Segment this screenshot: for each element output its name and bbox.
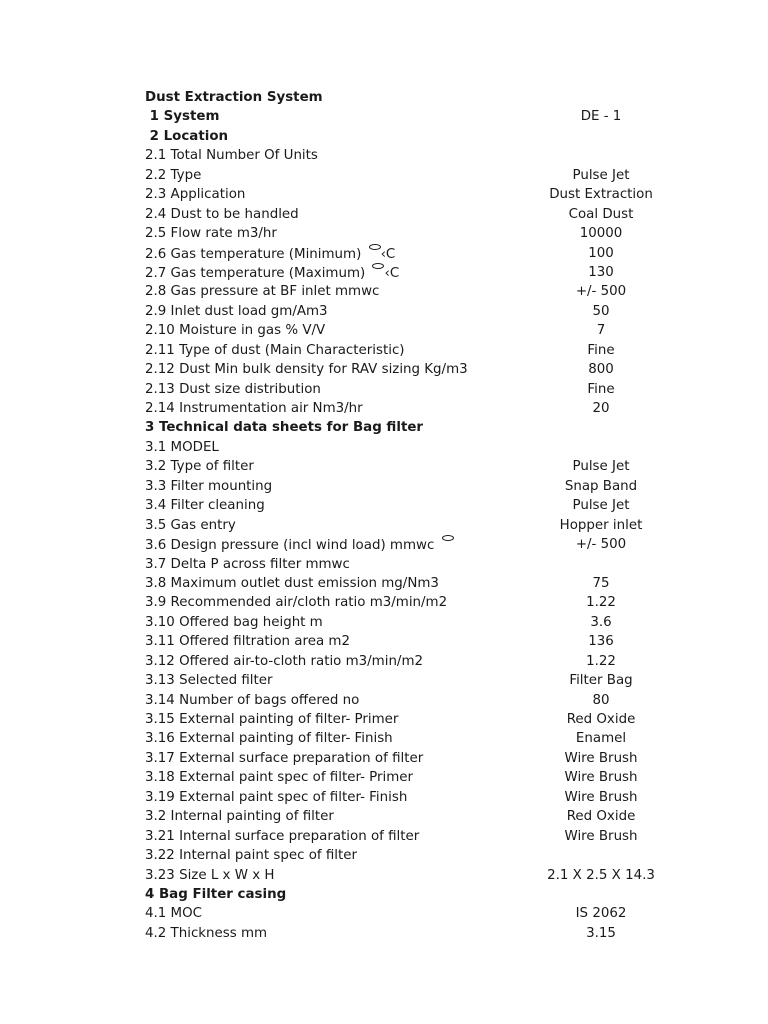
- label-text: 3.14 Number of bags offered no: [145, 692, 360, 708]
- table-row: [145, 399, 705, 418]
- row-value: Snap Band: [564, 478, 638, 494]
- label-text: 3.2 Internal painting of filter: [145, 809, 334, 825]
- label-text: 3.9 Recommended air/cloth ratio m3/min/m2: [145, 595, 448, 611]
- table-row: [145, 205, 705, 224]
- row-label: [145, 205, 299, 224]
- label-text: 3.2 Type of filter: [145, 459, 254, 475]
- table-row: [145, 244, 705, 263]
- table-row: [145, 457, 705, 476]
- table-row: [145, 166, 705, 185]
- table-row: [145, 574, 705, 593]
- label-text: 1 System: [145, 109, 220, 125]
- table-row: [145, 555, 705, 574]
- section-heading: [145, 88, 323, 107]
- label-text: 3 Technical data sheets for Bag filter: [145, 420, 424, 436]
- label-text: 3.7 Delta P across filter mmwc: [145, 556, 350, 572]
- section-heading-row: [145, 418, 705, 437]
- row-label: [145, 399, 363, 418]
- row-value: Wire Brush: [564, 789, 638, 805]
- label-text: 3.16 External painting of filter- Finish: [145, 731, 393, 747]
- row-label: [145, 166, 201, 185]
- label-text: 3.10 Offered bag height m: [145, 614, 323, 630]
- table-row: [145, 788, 705, 807]
- row-label: [145, 535, 454, 555]
- row-value: Red Oxide: [566, 712, 636, 727]
- row-label: [145, 632, 350, 651]
- row-value: Pulse Jet: [572, 459, 630, 475]
- table-row: [145, 768, 705, 787]
- table-row: [145, 263, 705, 282]
- row-label: [145, 866, 274, 885]
- label-text: 2 Location: [145, 128, 229, 144]
- row-value: Enamel: [575, 731, 627, 747]
- row-label: [145, 749, 423, 768]
- label-text: 2.8 Gas pressure at BF inlet mmwc: [145, 284, 380, 300]
- table-row: [145, 691, 705, 710]
- table-row: [145, 516, 705, 535]
- label-text: 3.17 External surface preparation of filter: [145, 750, 424, 766]
- row-value: 75: [592, 575, 610, 591]
- label-text: 3.23 Size L x W x H: [145, 867, 275, 883]
- table-row: [145, 729, 705, 748]
- row-label: [145, 360, 468, 379]
- label-text: 2.2 Type: [145, 167, 202, 183]
- row-label: [145, 691, 359, 710]
- row-value: Wire Brush: [564, 770, 638, 786]
- row-label: [145, 768, 413, 787]
- table-row: [145, 282, 705, 301]
- table-row: [145, 360, 705, 379]
- label-text: 2.6 Gas temperature (Minimum): [145, 246, 366, 262]
- row-value: DE - 1: [580, 109, 622, 125]
- row-label: [145, 438, 219, 457]
- row-value: +/- 500: [575, 537, 627, 553]
- row-value: 3.15: [586, 925, 616, 941]
- label-text: 2.7 Gas temperature (Maximum): [145, 265, 370, 281]
- table-row: [145, 341, 705, 360]
- row-label: [145, 574, 439, 593]
- section-heading-row: [145, 107, 705, 126]
- section-heading-row: [145, 127, 705, 146]
- label-text: 3.1 MODEL: [145, 439, 219, 455]
- row-label: [145, 671, 273, 690]
- row-value: 130: [588, 264, 614, 280]
- row-value: Filter Bag: [569, 673, 633, 689]
- row-value: Pulse Jet: [572, 498, 630, 514]
- table-row: [145, 477, 705, 496]
- section-heading: [145, 127, 228, 146]
- row-value: Coal Dust: [568, 206, 634, 222]
- label-text: 2.5 Flow rate m3/hr: [145, 226, 277, 242]
- row-label: [145, 846, 357, 865]
- table-row: [145, 224, 705, 243]
- row-value: 1.22: [586, 653, 616, 669]
- section-heading-row: [145, 88, 705, 107]
- degree-symbol-icon: [372, 263, 384, 269]
- unit-suffix: ‹C: [384, 265, 400, 281]
- label-text: 2.13 Dust size distribution: [145, 381, 321, 397]
- row-value: 136: [588, 634, 614, 650]
- label-text: Dust Extraction System: [145, 90, 323, 105]
- row-label: [145, 244, 395, 264]
- row-label: [145, 496, 265, 515]
- table-row: [145, 924, 705, 943]
- label-text: 2.10 Moisture in gas % V/V: [145, 323, 326, 339]
- label-text: 2.11 Type of dust (Main Characteristic): [145, 342, 405, 358]
- row-value: 1.22: [586, 595, 616, 611]
- label-text: 3.4 Filter cleaning: [145, 498, 265, 514]
- label-text: 3.3 Filter mounting: [145, 478, 273, 494]
- row-label: [145, 341, 405, 360]
- row-label: [145, 788, 407, 807]
- row-label: [145, 224, 277, 243]
- row-value: 2.1 X 2.5 X 14.3: [547, 867, 655, 883]
- label-text: 4.2 Thickness mm: [145, 925, 268, 941]
- table-row: [145, 613, 705, 632]
- table-row: [145, 904, 705, 923]
- row-value: Red Oxide: [566, 809, 636, 825]
- label-text: 2.14 Instrumentation air Nm3/hr: [145, 401, 363, 416]
- unit-suffix: ‹C: [380, 246, 396, 262]
- label-text: 3.15 External painting of filter- Primer: [145, 712, 399, 727]
- label-text: 3.18 External paint spec of filter- Primer: [145, 770, 414, 786]
- row-value: 20: [592, 401, 610, 416]
- table-row: [145, 846, 705, 865]
- label-text: 2.3 Application: [145, 187, 246, 203]
- section-heading: [145, 107, 219, 126]
- table-row: [145, 671, 705, 690]
- datasheet-table: [145, 88, 705, 943]
- row-label: [145, 263, 399, 283]
- table-row: [145, 380, 705, 399]
- table-row: [145, 807, 705, 826]
- row-value: 3.6: [590, 614, 612, 630]
- label-text: 2.4 Dust to be handled: [145, 206, 299, 222]
- row-value: 100: [588, 245, 614, 261]
- table-row: [145, 302, 705, 321]
- row-value: Pulse Jet: [572, 167, 630, 183]
- row-label: [145, 555, 350, 574]
- table-row: [145, 496, 705, 515]
- row-value: 50: [592, 303, 610, 319]
- row-label: [145, 710, 398, 729]
- row-value: IS 2062: [575, 906, 627, 922]
- table-row: [145, 652, 705, 671]
- row-value: Hopper inlet: [559, 517, 643, 533]
- label-text: 4 Bag Filter casing: [145, 886, 287, 902]
- table-row: [145, 827, 705, 846]
- table-row: [145, 438, 705, 457]
- row-label: [145, 729, 393, 748]
- row-label: [145, 807, 334, 826]
- table-row: [145, 632, 705, 651]
- row-value: Wire Brush: [564, 828, 638, 844]
- row-label: [145, 477, 272, 496]
- row-label: [145, 302, 328, 321]
- row-value: 80: [592, 692, 610, 708]
- degree-symbol-icon: [442, 535, 454, 541]
- row-label: [145, 904, 202, 923]
- row-label: [145, 613, 323, 632]
- row-label: [145, 146, 318, 165]
- table-row: [145, 535, 705, 554]
- table-row: [145, 866, 705, 885]
- label-text: 2.9 Inlet dust load gm/Am3: [145, 303, 328, 319]
- row-label: [145, 827, 419, 846]
- degree-symbol-icon: [369, 244, 381, 250]
- label-text: 3.6 Design pressure (incl wind load) mmwc: [145, 538, 439, 554]
- table-row: [145, 593, 705, 612]
- label-text: 4.1 MOC: [145, 906, 202, 922]
- label-text: 3.8 Maximum outlet dust emission mg/Nm3: [145, 575, 439, 591]
- row-label: [145, 282, 379, 301]
- label-text: 3.19 External paint spec of filter- Finish: [145, 789, 408, 805]
- label-text: 3.22 Internal paint spec of filter: [145, 848, 358, 864]
- row-label: [145, 380, 321, 399]
- section-heading: [145, 418, 423, 437]
- row-label: [145, 321, 325, 340]
- label-text: 3.13 Selected filter: [145, 673, 273, 689]
- row-value: Fine: [587, 381, 615, 397]
- row-label: [145, 593, 447, 612]
- row-value: +/- 500: [575, 284, 627, 300]
- label-text: 2.1 Total Number Of Units: [145, 148, 318, 164]
- table-row: [145, 749, 705, 768]
- row-value: Wire Brush: [564, 750, 638, 766]
- row-label: [145, 652, 423, 671]
- label-text: 3.5 Gas entry: [145, 517, 236, 533]
- row-value: 800: [588, 362, 614, 378]
- row-value: 10000: [579, 226, 623, 242]
- row-label: [145, 516, 236, 535]
- table-row: [145, 710, 705, 729]
- row-value: 7: [596, 323, 606, 339]
- label-text: 3.12 Offered air-to-cloth ratio m3/min/m2: [145, 653, 424, 669]
- label-text: 3.11 Offered filtration area m2: [145, 634, 350, 650]
- row-label: [145, 185, 245, 204]
- table-row: [145, 321, 705, 340]
- row-label: [145, 924, 267, 943]
- row-label: [145, 457, 254, 476]
- section-heading: [145, 885, 286, 904]
- row-value: Dust Extraction: [549, 187, 653, 203]
- row-value: Fine: [587, 342, 615, 358]
- table-row: [145, 146, 705, 165]
- label-text: 3.21 Internal surface preparation of filter: [145, 828, 420, 844]
- table-row: [145, 185, 705, 204]
- section-heading-row: [145, 885, 705, 904]
- label-text: 2.12 Dust Min bulk density for RAV sizing Kg/m3: [145, 362, 468, 378]
